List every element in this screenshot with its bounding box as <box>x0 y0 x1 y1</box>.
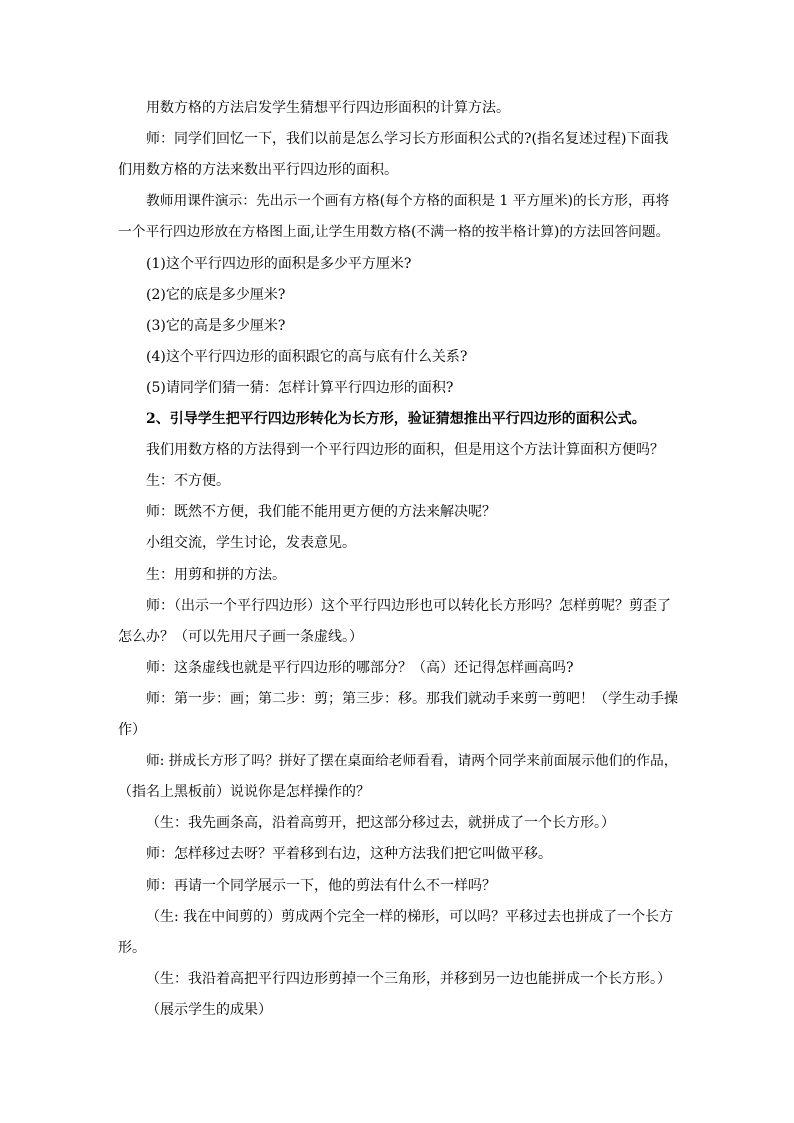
question-line: (3)它的高是多少厘米? <box>146 318 286 334</box>
dialogue-line: 师：怎样移过去呀？平着移到右边，这种方法我们把它叫做平移。 <box>146 846 552 862</box>
paragraph-line: 用数方格的方法启发学生猜想平行四边形面积的计算方法。 <box>146 100 510 116</box>
dialogue-line: 师：这条虚线也就是平行四边形的哪部分？（高）还记得怎样画高吗? <box>146 660 574 676</box>
dialogue-line: 师：再请一个同学展示一下，他的剪法有什么不一样吗？ <box>146 878 496 894</box>
dialogue-line: 作） <box>118 722 146 738</box>
dialogue-line: 师：既然不方便，我们能不能用更方便的方法来解决呢？ <box>146 504 496 520</box>
question-line: (2)它的底是多少厘米? <box>146 287 286 303</box>
section-heading: 2、引导学生把平行四边形转化为长方形，验证猜想推出平行四边形的面积公式。 <box>146 411 646 427</box>
dialogue-line: （指名上黑板前）说说你是怎样操作的？ <box>118 784 370 800</box>
paragraph-line: 我们用数方格的方法得到一个平行四边形的面积，但是用这个方法计算面积方便吗？ <box>146 442 664 458</box>
paragraph-line: 小组交流，学生讨论，发表意见。 <box>146 535 356 551</box>
paragraph-line: 们用数方格的方法来数出平行四边形的面积。 <box>118 162 398 178</box>
question-line: (1)这个平行四边形的面积是多少平方厘米? <box>146 256 412 272</box>
question-line: (5)请同学们猜一猜：怎样计算平行四边形的面积? <box>146 380 454 396</box>
dialogue-line: 形。 <box>118 940 146 956</box>
dialogue-line: （生: 我在中间剪的）剪成两个完全一样的梯形，可以吗？平移过去也拼成了一个长方 <box>146 909 674 925</box>
dialogue-line: 师：（出示一个平行四边形）这个平行四边形也可以转化长方形吗？怎样剪呢？剪歪了 <box>146 598 671 614</box>
paragraph-line: 师：同学们回忆一下，我们以前是怎么学习长方形面积公式的?(指名复述过程)下面我 <box>146 131 669 147</box>
dialogue-line: （生：我沿着高把平行四边形剪掉一个三角形，并移到另一边也能拼成一个长方形。） <box>146 971 671 987</box>
dialogue-line: 生：不方便。 <box>146 473 230 489</box>
dialogue-line: 生：用剪和拼的方法。 <box>146 567 286 583</box>
dialogue-line: 师：第一步：画；第二步：剪；第三步：移。那我们就动手来剪一剪吧！（学生动手操 <box>146 691 678 707</box>
question-line: (4)这个平行四边形的面积跟它的高与底有什么关系? <box>146 349 468 365</box>
dialogue-line: 师: 拼成长方形了吗？拼好了摆在桌面给老师看看，请两个同学来前面展示他们的作品， <box>146 753 678 769</box>
dialogue-line: （生：我先画条高，沿着高剪开，把这部分移过去，就拼成了一个长方形。） <box>146 815 615 831</box>
paragraph-line: 教师用课件演示：先出示一个画有方格(每个方格的面积是 1 平方厘米)的长方形，再将 <box>146 193 670 209</box>
dialogue-line: （展示学生的成果） <box>146 1002 272 1018</box>
paragraph-line: 一个平行四边形放在方格图上面,让学生用数方格(不满一格的按半格计算)的方法回答问题。 <box>118 224 670 240</box>
dialogue-line: 怎么办？（可以先用尺子画一条虚线。） <box>118 629 363 645</box>
